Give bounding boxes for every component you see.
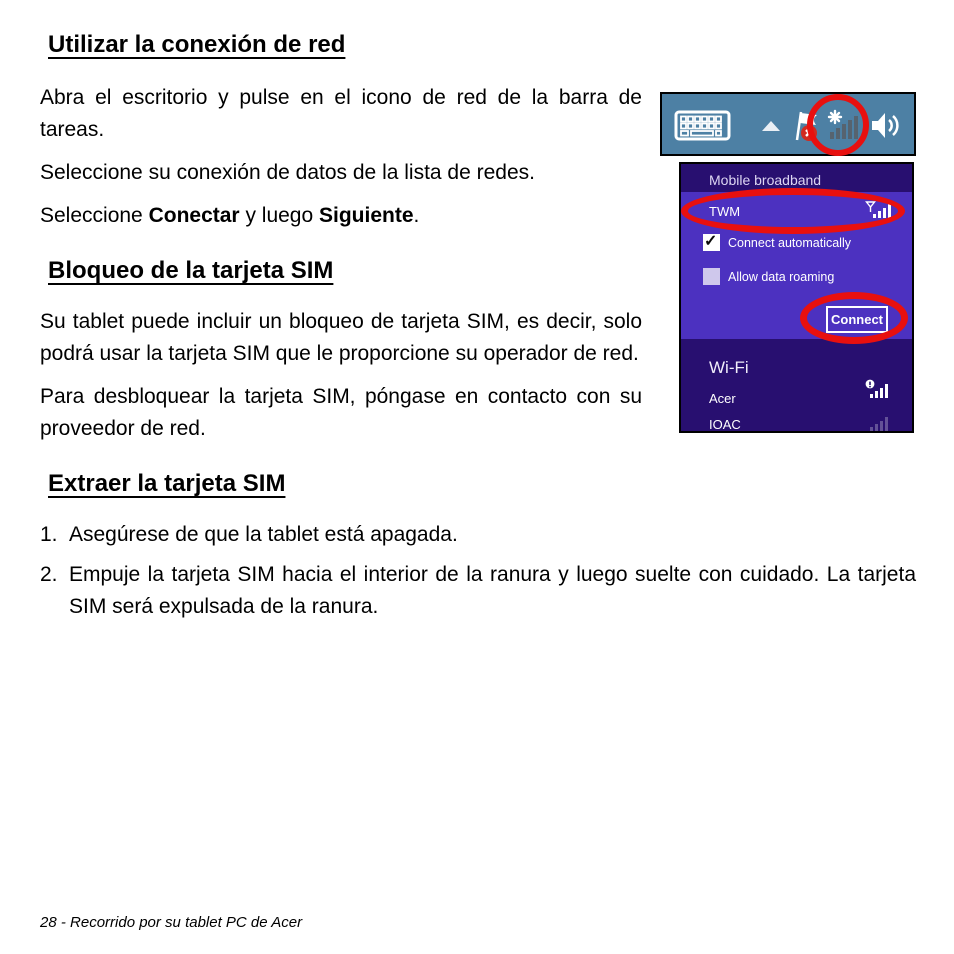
selected-network-item[interactable] [681, 192, 912, 339]
list-text: Empuje la tarjeta SIM hacia el interior de la ranura y luego suelte con cuidado. La tarjeta SIM será expulsada de la ranura. [69, 563, 916, 618]
checkbox-checked[interactable] [703, 234, 720, 251]
list-text: Asegúrese de que la tablet está apagada. [69, 523, 458, 546]
wifi-section-header: Wi-Fi [709, 358, 749, 377]
content-flow [40, 82, 916, 623]
allow-data-roaming-label: Allow data roaming [728, 269, 835, 284]
bold-conectar: Conectar [148, 204, 240, 227]
connect-button[interactable]: Connect [826, 306, 888, 333]
wifi-network-ioac[interactable]: IOAC [709, 417, 741, 432]
text-run: . [413, 204, 420, 227]
list-item [40, 559, 916, 623]
allow-data-roaming-checkbox[interactable] [703, 268, 834, 285]
checkmark-icon: ✓ [704, 233, 718, 250]
cellular-signal-icon [865, 200, 892, 226]
text-run: y luego [239, 204, 319, 227]
connect-automatically-checkbox[interactable] [703, 234, 851, 251]
list-number: 1. [40, 523, 58, 546]
paragraph-open-desktop: Abra el escritorio y pulse en el icono de red de la barra de tareas. [40, 86, 642, 141]
list-item [40, 519, 916, 551]
section-heading-sim-lock: Bloqueo de la tarjeta SIM [48, 257, 334, 284]
paragraph-sim-lock: Su tablet puede incluir un bloqueo de tarjeta SIM, es decir, solo podrá usar la tarjeta SIM que le proporcione su operador de red. [40, 310, 642, 365]
list-number: 2. [40, 563, 58, 586]
action-center-flag-icon[interactable] [790, 108, 820, 148]
network-flyout-screenshot [679, 162, 914, 433]
paragraph-select-connection: Seleccione su conexión de datos de la lista de redes. [40, 161, 535, 184]
mobile-network-icon[interactable] [826, 108, 861, 148]
taskbar-screenshot [660, 92, 916, 156]
wifi-signal-weak-icon [864, 412, 892, 433]
checkbox-unchecked[interactable] [703, 268, 720, 285]
show-hidden-icons-chevron[interactable] [760, 119, 782, 138]
network-name-label: TWM [709, 204, 741, 219]
touch-keyboard-icon[interactable] [674, 110, 731, 146]
page-footer: 28 - Recorrido por su tablet PC de Acer [40, 914, 303, 931]
screenshot-figure [660, 92, 916, 433]
mobile-broadband-header: Mobile broadband [709, 172, 822, 188]
wifi-network-acer[interactable]: Acer [709, 391, 736, 406]
text-run: Seleccione [40, 204, 149, 227]
section-heading-remove-sim: Extraer la tarjeta SIM [48, 470, 286, 497]
paragraph-unlock-sim: Para desbloquear la tarjeta SIM, póngase en contacto con su proveedor de red. [40, 385, 642, 440]
bold-siguiente: Siguiente [319, 204, 414, 227]
wifi-signal-icon [864, 379, 892, 406]
section-heading-network: Utilizar la conexión de red [48, 31, 346, 58]
volume-icon[interactable] [868, 107, 905, 149]
connect-automatically-label: Connect automatically [728, 235, 851, 250]
